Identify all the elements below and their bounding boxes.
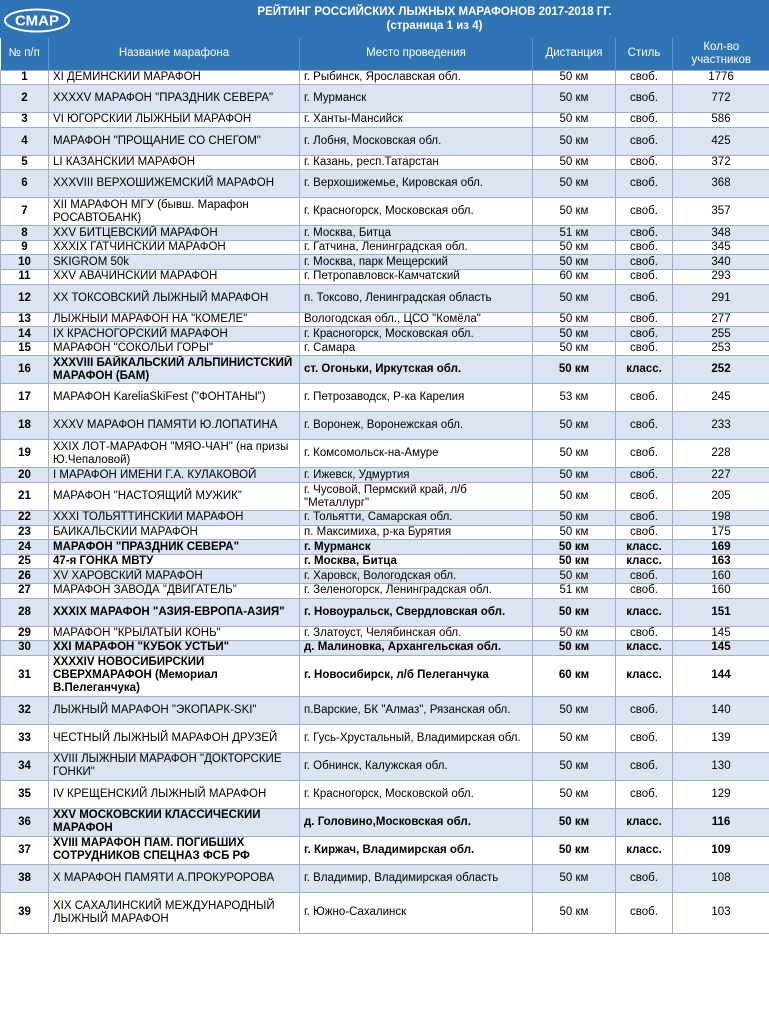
table-row [1, 384, 769, 412]
table-row [1, 270, 769, 285]
cell-num: 2 [1, 85, 49, 113]
cell-place: г. Южно-Сахалинск [300, 892, 533, 933]
cell-style: своб. [616, 226, 673, 241]
cell-distance: 50 км [533, 540, 616, 555]
cell-style: своб. [616, 312, 673, 327]
cell-name: XXXVIII ВЕРХОШИЖЕМСКИЙ МАРАФОН [49, 170, 300, 198]
cell-name: IV КРЕЩЕНСКИЙ ЛЫЖНЫЙ МАРАФОН [49, 780, 300, 808]
cell-num: 33 [1, 724, 49, 752]
cell-num: 13 [1, 312, 49, 327]
cell-place: г. Обнинск, Калужская обл. [300, 752, 533, 780]
subtitle-line: (страница 1 из 4) [386, 20, 483, 32]
cell-participants: 357 [673, 198, 769, 226]
cell-distance: 50 км [533, 356, 616, 384]
cell-num: 37 [1, 836, 49, 864]
col-header-place: Место проведения [300, 38, 533, 70]
cell-place: Вологодская обл., ЦСО "Комёла" [300, 312, 533, 327]
cell-participants: 293 [673, 270, 769, 285]
cell-participants: 253 [673, 341, 769, 356]
cell-style: своб. [616, 85, 673, 113]
cell-participants: 103 [673, 892, 769, 933]
table-row [1, 255, 769, 270]
cell-style: своб. [616, 284, 673, 312]
cell-style: своб. [616, 752, 673, 780]
cell-place: г. Красногорск, Московская обл. [300, 327, 533, 342]
col-header-distance: Дистанция [533, 38, 616, 70]
cell-num: 8 [1, 226, 49, 241]
cell-name: МАРАФОН "ПРАЗДНИК СЕВЕРА" [49, 540, 300, 555]
title-line: РЕЙТИНГ РОССИЙСКИХ ЛЫЖНЫХ МАРАФОНОВ 2017-2018 ГГ. [257, 6, 612, 18]
cell-participants: 772 [673, 85, 769, 113]
cell-participants: 425 [673, 127, 769, 155]
page-title [120, 5, 749, 33]
cell-name: XVIII МАРАФОН ПАМ. ПОГИБШИХ СОТРУДНИКОВ СПЕЦНАЗ ФСБ РФ [49, 836, 300, 864]
cell-distance: 50 км [533, 696, 616, 724]
cell-participants: 245 [673, 384, 769, 412]
cell-participants: 163 [673, 554, 769, 569]
cell-num: 15 [1, 341, 49, 356]
cell-participants: 108 [673, 864, 769, 892]
cell-name: МАРАФОН "ПРОЩАНИЕ СО СНЕГОМ" [49, 127, 300, 155]
cell-place: г. Москва, Битца [300, 554, 533, 569]
cell-distance: 50 км [533, 724, 616, 752]
table-row [1, 341, 769, 356]
cell-num: 31 [1, 655, 49, 696]
cell-distance: 50 км [533, 312, 616, 327]
cell-style: своб. [616, 626, 673, 641]
cell-num: 34 [1, 752, 49, 780]
cell-distance: 50 км [533, 641, 616, 656]
cell-style: своб. [616, 170, 673, 198]
cell-distance: 50 км [533, 752, 616, 780]
cell-num: 23 [1, 525, 49, 540]
cell-name: ЛЫЖНЫЙ МАРАФОН "ЭКОПАРК-SKI" [49, 696, 300, 724]
col-header-name: Название марафона [49, 38, 300, 70]
cell-distance: 50 км [533, 780, 616, 808]
table-row [1, 569, 769, 584]
cell-place: г. Петрозаводск, Р-ка Карелия [300, 384, 533, 412]
cell-name: XII МАРАФОН МГУ (бывш. Марафон РОСАВТОБАНК) [49, 198, 300, 226]
cell-place: п. Токсово, Ленинградская область [300, 284, 533, 312]
table-row [1, 412, 769, 440]
cell-num: 18 [1, 412, 49, 440]
cell-style: класс. [616, 356, 673, 384]
table-row [1, 284, 769, 312]
cell-style: своб. [616, 412, 673, 440]
cell-num: 24 [1, 540, 49, 555]
cell-participants: 372 [673, 155, 769, 170]
cell-name: ЛЫЖНЫЙ МАРАФОН НА "КОМЁЛЕ" [49, 312, 300, 327]
cell-distance: 50 км [533, 341, 616, 356]
table-row [1, 483, 769, 511]
cell-participants: 277 [673, 312, 769, 327]
table-row [1, 127, 769, 155]
cell-place: г. Воронеж, Воронежская обл. [300, 412, 533, 440]
cell-distance: 50 км [533, 569, 616, 584]
cell-style: своб. [616, 327, 673, 342]
cell-num: 11 [1, 270, 49, 285]
cell-distance: 50 км [533, 412, 616, 440]
cell-place: г. Верхошижемье, Кировская обл. [300, 170, 533, 198]
cell-place: д. Малиновка, Архангельская обл. [300, 641, 533, 656]
cell-distance: 50 км [533, 85, 616, 113]
cell-name: XI ДЁМИНСКИЙ МАРАФОН [49, 70, 300, 85]
cell-place: г. Чусовой, Пермский край, л/б "Металлург" [300, 483, 533, 511]
cell-num: 17 [1, 384, 49, 412]
table-row [1, 312, 769, 327]
cell-style: своб. [616, 155, 673, 170]
cell-distance: 50 км [533, 327, 616, 342]
table-row [1, 440, 769, 468]
cell-style: класс. [616, 836, 673, 864]
cell-participants: 1776 [673, 70, 769, 85]
cell-num: 28 [1, 598, 49, 626]
cell-place: г. Москва, парк Мещерский [300, 255, 533, 270]
cell-num: 22 [1, 511, 49, 526]
cell-name: XXI МАРАФОН "КУБОК УСТЬИ" [49, 641, 300, 656]
cell-distance: 50 км [533, 170, 616, 198]
cell-name: ЧЕСТНЫЙ ЛЫЖНЫЙ МАРАФОН ДРУЗЕЙ [49, 724, 300, 752]
cell-participants: 198 [673, 511, 769, 526]
cell-participants: 109 [673, 836, 769, 864]
cell-participants: 205 [673, 483, 769, 511]
cell-style: своб. [616, 569, 673, 584]
table-row [1, 598, 769, 626]
cell-participants: 140 [673, 696, 769, 724]
cell-place: г. Красногорск, Московской обл. [300, 780, 533, 808]
cell-name: МАРАФОН "КРЫЛАТЫЙ КОНЬ" [49, 626, 300, 641]
cell-participants: 169 [673, 540, 769, 555]
cell-name: IX КРАСНОГОРСКИЙ МАРАФОН [49, 327, 300, 342]
cell-num: 27 [1, 584, 49, 599]
cell-name: XXXVIII БАЙКАЛЬСКИЙ АЛЬПИНИСТСКИЙ МАРАФОН (БАМ) [49, 356, 300, 384]
cell-place: г. Самара [300, 341, 533, 356]
table-row [1, 808, 769, 836]
cell-participants: 175 [673, 525, 769, 540]
cell-name: МАРАФОН KareliaSkiFest ("ФОНТАНЫ") [49, 384, 300, 412]
cell-place: г. Новоуральск, Свердловская обл. [300, 598, 533, 626]
cell-style: своб. [616, 240, 673, 255]
table-row [1, 864, 769, 892]
table-row [1, 240, 769, 255]
cell-place: г. Ханты-Мансийск [300, 113, 533, 128]
cell-distance: 50 км [533, 864, 616, 892]
table-row [1, 70, 769, 85]
cell-style: своб. [616, 780, 673, 808]
table-row [1, 468, 769, 483]
cell-place: г. Мурманск [300, 540, 533, 555]
cell-distance: 51 км [533, 226, 616, 241]
cell-distance: 50 км [533, 240, 616, 255]
cell-place: г. Петропавловск-Камчатский [300, 270, 533, 285]
cell-name: XXV МОСКОВСКИЙ КЛАССИЧЕСКИЙ МАРАФОН [49, 808, 300, 836]
cell-participants: 116 [673, 808, 769, 836]
cell-num: 16 [1, 356, 49, 384]
cell-place: г. Зеленогорск, Ленинградская обл. [300, 584, 533, 599]
cell-style: своб. [616, 892, 673, 933]
cell-participants: 368 [673, 170, 769, 198]
cell-place: г. Комсомольск-на-Амуре [300, 440, 533, 468]
cell-name: XXIX ЛОТ-МАРАФОН "МЯО-ЧАН" (на призы Ю.Чепаловой) [49, 440, 300, 468]
cell-style: своб. [616, 483, 673, 511]
col-header-style: Стиль [616, 38, 673, 70]
cell-place: г. Тольятти, Самарская обл. [300, 511, 533, 526]
cell-participants: 233 [673, 412, 769, 440]
table-row [1, 170, 769, 198]
cell-place: г. Лобня, Московская обл. [300, 127, 533, 155]
cell-participants: 145 [673, 626, 769, 641]
cell-style: своб. [616, 113, 673, 128]
cell-distance: 50 км [533, 113, 616, 128]
cell-distance: 50 км [533, 155, 616, 170]
svg-text:СМАР: СМАР [15, 12, 59, 30]
cell-num: 38 [1, 864, 49, 892]
cell-place: г. Гатчина, Ленинградская обл. [300, 240, 533, 255]
marathon-rating-table [0, 38, 769, 934]
table-row [1, 752, 769, 780]
cell-participants: 139 [673, 724, 769, 752]
cell-distance: 50 км [533, 598, 616, 626]
cell-num: 3 [1, 113, 49, 128]
table-row [1, 226, 769, 241]
cell-style: своб. [616, 341, 673, 356]
cell-num: 20 [1, 468, 49, 483]
table-row [1, 525, 769, 540]
cell-style: своб. [616, 270, 673, 285]
cell-distance: 53 км [533, 384, 616, 412]
cell-name: XXXIX МАРАФОН "АЗИЯ-ЕВРОПА-АЗИЯ" [49, 598, 300, 626]
cell-num: 7 [1, 198, 49, 226]
cell-style: своб. [616, 525, 673, 540]
cell-name: XV ХАРОВСКИЙ МАРАФОН [49, 569, 300, 584]
cell-distance: 50 км [533, 70, 616, 85]
cell-place: г. Харовск, Вологодская обл. [300, 569, 533, 584]
cell-name: 47-я ГОНКА МВТУ [49, 554, 300, 569]
cell-place: г. Владимир, Владимирская область [300, 864, 533, 892]
cell-distance: 50 км [533, 440, 616, 468]
cell-name: МАРАФОН "НАСТОЯЩИЙ МУЖИК" [49, 483, 300, 511]
table-header-row [1, 38, 769, 70]
cell-style: своб. [616, 468, 673, 483]
table-row [1, 892, 769, 933]
cell-name: XX ТОКСОВСКИЙ ЛЫЖНЫЙ МАРАФОН [49, 284, 300, 312]
header-banner [0, 0, 769, 38]
cell-place: г. Мурманск [300, 85, 533, 113]
cell-distance: 50 км [533, 511, 616, 526]
cell-distance: 50 км [533, 525, 616, 540]
cell-place: г. Рыбинск, Ярославская обл. [300, 70, 533, 85]
cell-num: 9 [1, 240, 49, 255]
table-row [1, 724, 769, 752]
cell-num: 19 [1, 440, 49, 468]
cell-style: класс. [616, 655, 673, 696]
cell-name: XXXXIV НОВОСИБИРСКИЙ СВЕРХМАРАФОН (Мемориал В.Пелеганчука) [49, 655, 300, 696]
cell-style: класс. [616, 641, 673, 656]
table-row [1, 641, 769, 656]
cell-num: 4 [1, 127, 49, 155]
cell-style: своб. [616, 198, 673, 226]
table-row [1, 780, 769, 808]
cell-place: г. Ижевск, Удмуртия [300, 468, 533, 483]
cell-participants: 291 [673, 284, 769, 312]
table-row [1, 655, 769, 696]
cell-place: п.Варские, БК "Алмаз", Рязанская обл. [300, 696, 533, 724]
table-row [1, 155, 769, 170]
cell-name: XVIII ЛЫЖНЫЙ МАРАФОН "ДОКТОРСКИЕ ГОНКИ" [49, 752, 300, 780]
col-header-num: № п/п [1, 38, 49, 70]
cell-distance: 50 км [533, 554, 616, 569]
cell-distance: 60 км [533, 270, 616, 285]
cell-name: XXV АВАЧИНСКИЙ МАРАФОН [49, 270, 300, 285]
cell-name: VI ЮГОРСКИЙ ЛЫЖНЫЙ МАРАФОН [49, 113, 300, 128]
cell-place: д. Головино,Московская обл. [300, 808, 533, 836]
cell-num: 10 [1, 255, 49, 270]
cell-num: 30 [1, 641, 49, 656]
cell-name: МАРАФОН ЗАВОДА "ДВИГАТЕЛЬ" [49, 584, 300, 599]
cell-distance: 50 км [533, 626, 616, 641]
cell-name: БАЙКАЛЬСКИЙ МАРАФОН [49, 525, 300, 540]
cell-num: 35 [1, 780, 49, 808]
table-row [1, 554, 769, 569]
cell-style: своб. [616, 440, 673, 468]
cell-name: X МАРАФОН ПАМЯТИ А.ПРОКУРОРОВА [49, 864, 300, 892]
cell-style: своб. [616, 70, 673, 85]
cell-num: 5 [1, 155, 49, 170]
cell-name: XXXV МАРАФОН ПАМЯТИ Ю.ЛОПАТИНА [49, 412, 300, 440]
cell-distance: 51 км [533, 584, 616, 599]
cell-style: своб. [616, 584, 673, 599]
cell-participants: 145 [673, 641, 769, 656]
cell-distance: 60 км [533, 655, 616, 696]
cell-num: 12 [1, 284, 49, 312]
cell-num: 25 [1, 554, 49, 569]
smar-logo [3, 7, 71, 34]
cell-name: LI КАЗАНСКИЙ МАРАФОН [49, 155, 300, 170]
cell-name: XIX САХАЛИНСКИЙ МЕЖДУНАРОДНЫЙ ЛЫЖНЫЙ МАРАФОН [49, 892, 300, 933]
cell-distance: 50 км [533, 483, 616, 511]
table-row [1, 540, 769, 555]
cell-distance: 50 км [533, 836, 616, 864]
cell-participants: 130 [673, 752, 769, 780]
cell-participants: 348 [673, 226, 769, 241]
cell-distance: 50 км [533, 255, 616, 270]
cell-name: XXXIX ГАТЧИНСКИЙ МАРАФОН [49, 240, 300, 255]
table-row [1, 584, 769, 599]
cell-style: своб. [616, 864, 673, 892]
cell-style: своб. [616, 384, 673, 412]
cell-style: класс. [616, 554, 673, 569]
cell-participants: 340 [673, 255, 769, 270]
cell-style: своб. [616, 511, 673, 526]
cell-place: п. Максимиха, р-ка Бурятия [300, 525, 533, 540]
table-row [1, 836, 769, 864]
cell-participants: 160 [673, 584, 769, 599]
cell-participants: 227 [673, 468, 769, 483]
cell-style: своб. [616, 696, 673, 724]
cell-style: класс. [616, 540, 673, 555]
table-row [1, 356, 769, 384]
cell-participants: 144 [673, 655, 769, 696]
cell-participants: 228 [673, 440, 769, 468]
cell-name: XXV БИТЦЕВСКИЙ МАРАФОН [49, 226, 300, 241]
cell-name: I МАРАФОН ИМЕНИ Г.А. КУЛАКОВОЙ [49, 468, 300, 483]
col-header-participants: Кол-во участников [673, 38, 769, 70]
cell-place: г. Казань, респ.Татарстан [300, 155, 533, 170]
table-row [1, 327, 769, 342]
cell-name: XXXI ТОЛЬЯТТИНСКИЙ МАРАФОН [49, 511, 300, 526]
cell-name: XXXXV МАРАФОН "ПРАЗДНИК СЕВЕРА" [49, 85, 300, 113]
cell-place: ст. Огоньки, Иркутская обл. [300, 356, 533, 384]
cell-num: 14 [1, 327, 49, 342]
table-row [1, 198, 769, 226]
table-row [1, 85, 769, 113]
cell-style: класс. [616, 808, 673, 836]
cell-num: 32 [1, 696, 49, 724]
cell-distance: 50 км [533, 468, 616, 483]
cell-style: своб. [616, 255, 673, 270]
cell-num: 21 [1, 483, 49, 511]
cell-participants: 586 [673, 113, 769, 128]
table-row [1, 113, 769, 128]
cell-num: 26 [1, 569, 49, 584]
cell-num: 1 [1, 70, 49, 85]
cell-participants: 151 [673, 598, 769, 626]
table-row [1, 511, 769, 526]
table-row [1, 626, 769, 641]
cell-place: г. Новосибирск, л/б Пелеганчука [300, 655, 533, 696]
cell-style: своб. [616, 127, 673, 155]
cell-participants: 255 [673, 327, 769, 342]
cell-name: МАРАФОН "СОКОЛЬИ ГОРЫ" [49, 341, 300, 356]
cell-place: г. Красногорск, Московская обл. [300, 198, 533, 226]
cell-participants: 160 [673, 569, 769, 584]
cell-participants: 345 [673, 240, 769, 255]
cell-num: 39 [1, 892, 49, 933]
cell-distance: 50 км [533, 127, 616, 155]
cell-style: своб. [616, 724, 673, 752]
cell-name: SKIGROM 50k [49, 255, 300, 270]
cell-place: г. Гусь-Хрустальный, Владимирская обл. [300, 724, 533, 752]
cell-num: 29 [1, 626, 49, 641]
cell-num: 6 [1, 170, 49, 198]
cell-style: класс. [616, 598, 673, 626]
table-row [1, 696, 769, 724]
cell-participants: 129 [673, 780, 769, 808]
cell-distance: 50 км [533, 284, 616, 312]
cell-num: 36 [1, 808, 49, 836]
cell-place: г. Златоуст, Челябинская обл. [300, 626, 533, 641]
cell-participants: 252 [673, 356, 769, 384]
cell-distance: 50 км [533, 892, 616, 933]
cell-distance: 50 км [533, 198, 616, 226]
cell-distance: 50 км [533, 808, 616, 836]
cell-place: г. Киржач, Владимирская обл. [300, 836, 533, 864]
cell-place: г. Москва, Битца [300, 226, 533, 241]
